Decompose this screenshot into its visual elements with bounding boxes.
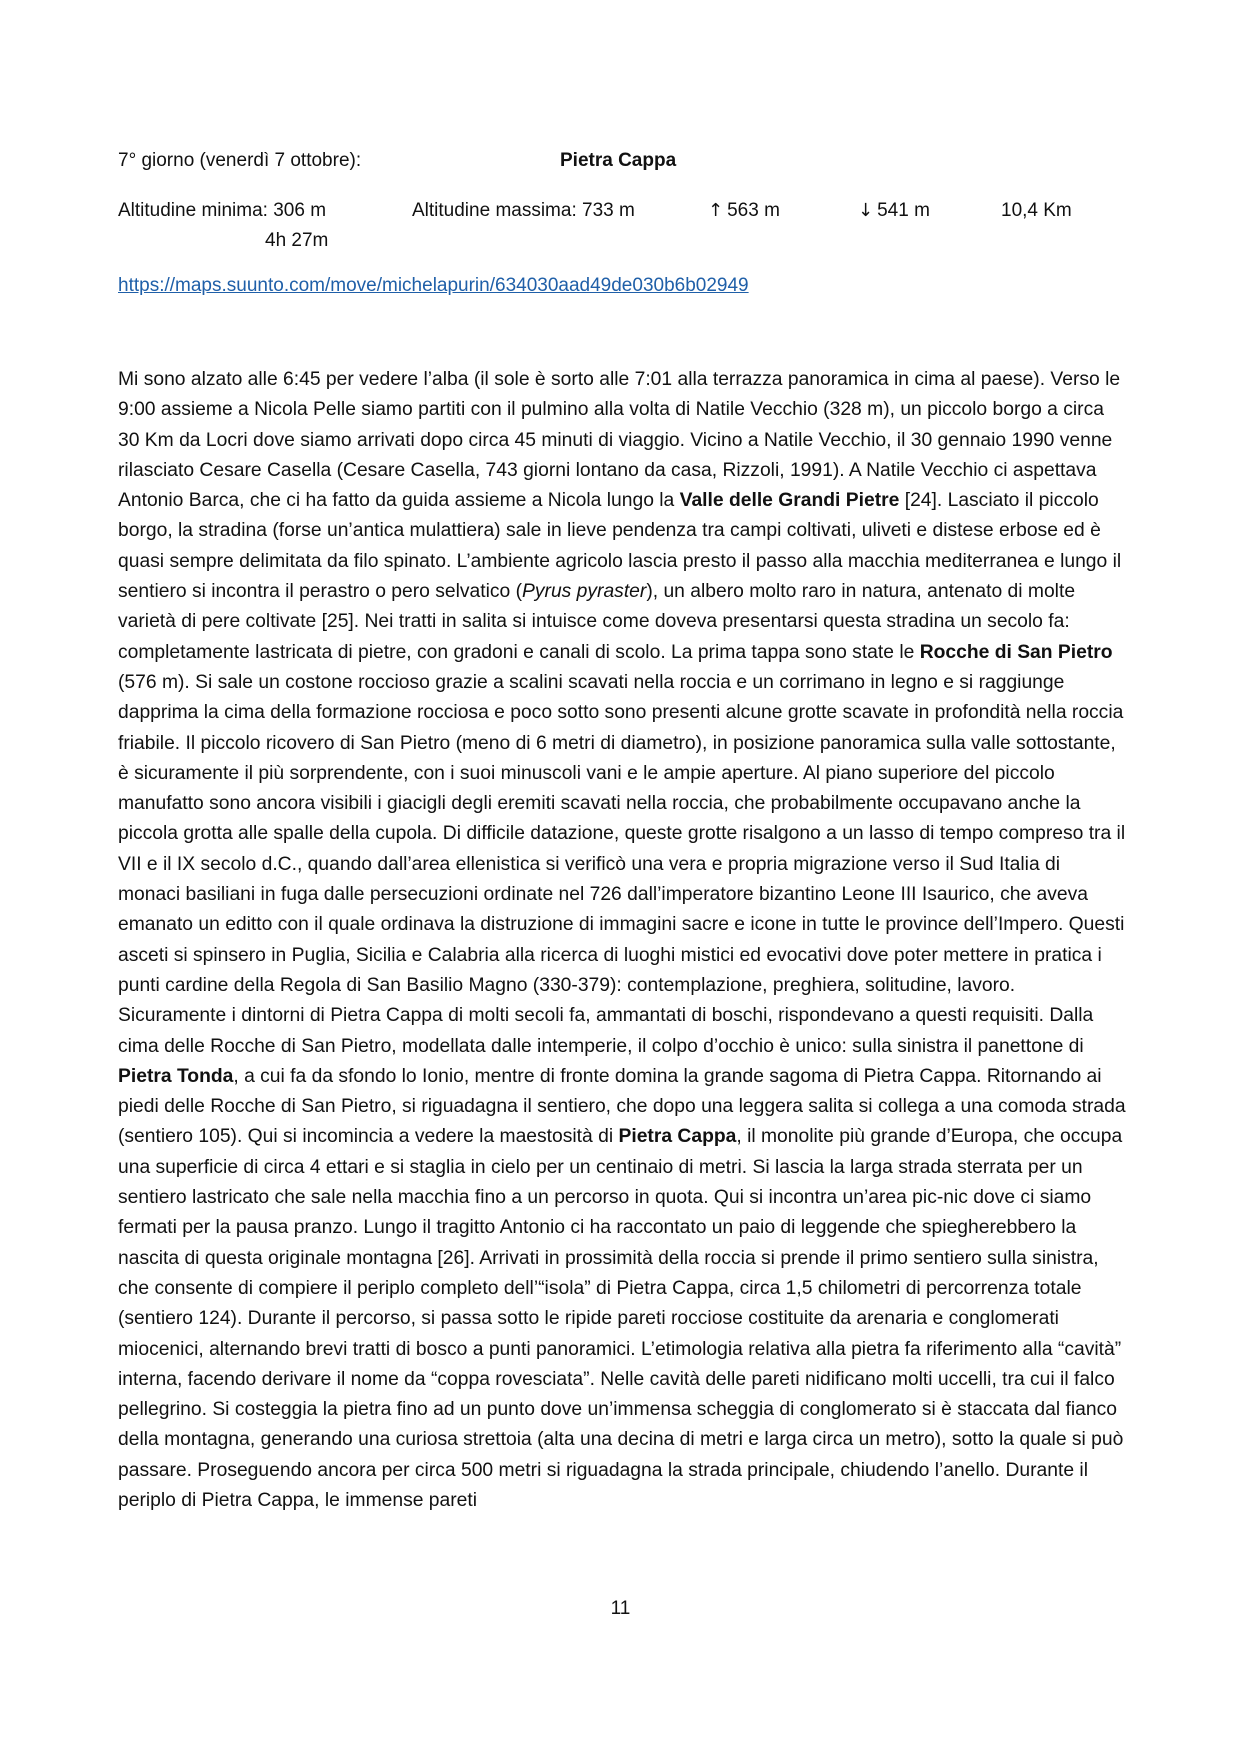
italic-term: Pyrus pyraster	[522, 581, 647, 603]
text-segment: (576 m). Si sale un costone roccioso grazie a scalini scavati nella roccia e un corrimano in legno e si raggiunge dapprima la cima della formazione rocciosa e poco sotto sono presenti alcune grotte scavate in profondità nella roccia friabile. Il piccolo ricovero di San Pietro (meno di 6 metri di diametro), in posizione panoramica sulla valle sottostante, è sicuramente il più sorprendente, con i suoi minuscoli vani e le ampie aperture. Al piano superiore del piccolo manufatto sono ancora visibili i giacigli degli eremiti scavati nella roccia, che probabilmente occupavano anche la piccola grotta alle spalle della cupola. Di difficile datazione, queste grotte risalgono a un lasso di tempo compreso tra il VII e il IX secolo d.C., quando dall’area ellenistica si verificò una vera e propria migrazione verso il Sud Italia di monaci basiliani in fuga dalle persecuzioni ordinate nel 726 dall’imperatore bizantino Leone III Isaurico, che aveva emanato un editto con il quale ordinava la distruzione di immagini sacre e icone in tutte le province dell’Impero. Questi asceti si spinsero in Puglia, Sicilia e Calabria alla ricerca di luoghi mistici ed evocativi dove poter mettere in pratica i punti cardine della Regola di San Basilio Magno (330-379): contemplazione, preghiera, solitudine, lavoro. Sicuramente i dintorni di Pietra Cappa di molti secoli fa, ammantati di boschi, rispondevano a questi requisiti. Dalla cima delle Rocche di San Pietro, modellata dalle intemperie, il colpo d’occhio è unico: sulla sinistra il panettone di	[118, 671, 1126, 1057]
day-label: 7° giorno (venerdì 7 ottobre):	[118, 150, 362, 171]
page-number: 11	[610, 1598, 631, 1619]
bold-term: Pietra Tonda	[118, 1065, 234, 1087]
altitude-max: Altitudine massima: 733 m	[412, 200, 635, 221]
up-arrow-icon: ↑	[708, 200, 724, 221]
text-segment: Mi sono alzato alle 6:45 per vedere l’alba (il sole è sorto alle 7:01 alla terrazza panoramica in cima al paese). Verso le 9:00 assieme a Nicola Pelle siamo partiti con il pulmino alla volta di Natile Vecchio (328 m), un piccolo borgo a circa 30 Km da Locri dove siamo arrivati dopo circa 45 minuti di viaggio. Vicino a Natile Vecchio, il 30 gennaio 1990 venne rilasciato Cesare Casella (Cesare Casella, 743 giorni lontano da casa, Rizzoli, 1991). A Natile Vecchio ci aspettava Antonio Barca, che ci ha fatto da guida assieme a Nicola lungo la	[118, 369, 1121, 512]
text-segment: , a cui fa da sfondo lo Ionio, mentre di fronte domina la grande sagoma di Pietra Cappa. Ritornando ai piedi delle Rocche di San Pietro, si riguadagna il sentiero, che dopo una leggera salita si collega a una comoda strada (sentiero 105). Qui si incomincia a vedere la maestosità di	[118, 1065, 1126, 1148]
suunto-track-link[interactable]: https://maps.suunto.com/move/michelapurin/634030aad49de030b6b02949	[118, 275, 749, 296]
descent-value: 541 m	[877, 200, 930, 221]
main-paragraph	[118, 365, 1126, 1516]
bold-term: Valle delle Grandi Pietre	[679, 490, 900, 512]
text-segment: [24]. Lasciato il piccolo borgo, la stradina (forse un’antica mulattiera) sale in lieve pendenza tra campi coltivati, uliveti e distese erbose ed è quasi sempre delimitata da filo spinato. L’ambiente agricolo lascia presto il passo alla macchia mediterranea e lungo il sentiero si incontra il perastro o pero selvatico (	[118, 490, 1122, 603]
altitude-min: Altitudine minima: 306 m	[118, 200, 327, 221]
down-arrow-icon: ↓	[858, 200, 874, 221]
place-title: Pietra Cappa	[560, 150, 677, 171]
body-paragraph	[118, 365, 1126, 1516]
ascent-value: 563 m	[727, 200, 780, 221]
descent-stat	[858, 197, 930, 225]
duration-stat: 4h 27m	[265, 230, 329, 251]
text-segment: , il monolite più grande d’Europa, che occupa una superficie di circa 4 ettari e si staglia in cielo per un centinaio di metri. Si lascia la larga strada sterrata per un sentiero lastricato che sale nella macchia fino a un percorso in quota. Qui si incontra un’area pic-nic dove ci siamo fermati per la pausa pranzo. Lungo il tragitto Antonio ci ha raccontato un paio di leggende che spiegherebbero la nascita di questa originale montagna [26]. Arrivati in prossimità della roccia si prende il primo sentiero sulla sinistra, che consente di compiere il periplo completo dell’“isola” di Pietra Cappa, circa 1,5 chilometri di percorrenza totale (sentiero 124). Durante il percorso, si passa sotto le ripide pareti rocciose costituite da arenaria e conglomerati miocenici, alternando brevi tratti di bosco a punti panoramici. L’etimologia relativa alla pietra fa riferimento alla “cavità” interna, facendo derivare il nome da “coppa rovesciata”. Nelle cavità delle pareti nidificano molti uccelli, tra cui il falco pellegrino. Si costeggia la pietra fino ad un punto dove un’immensa scheggia di conglomerato si è staccata dal fianco della montagna, generando una curiosa strettoia (alta una decina di metri e larga circa un metro), sotto la quale si può passare. Proseguendo ancora per circa 500 metri si riguadagna la strada principale, chiudendo l’anello. Durante il periplo di Pietra Cappa, le immense pareti	[118, 1126, 1124, 1511]
ascent-stat	[708, 197, 780, 225]
distance-stat: 10,4 Km	[1001, 200, 1072, 221]
text-segment: ), un albero molto raro in natura, antenato di molte varietà di pere coltivate [25]. Nei tratti in salita si intuisce come doveva presentarsi questa stradina un secolo fa: completamente lastricata di pietre, con gradoni e canali di scolo. La prima tappa sono state le	[118, 581, 1076, 663]
bold-term: Rocche di San Pietro	[919, 641, 1113, 663]
bold-term: Pietra Cappa	[618, 1126, 737, 1148]
